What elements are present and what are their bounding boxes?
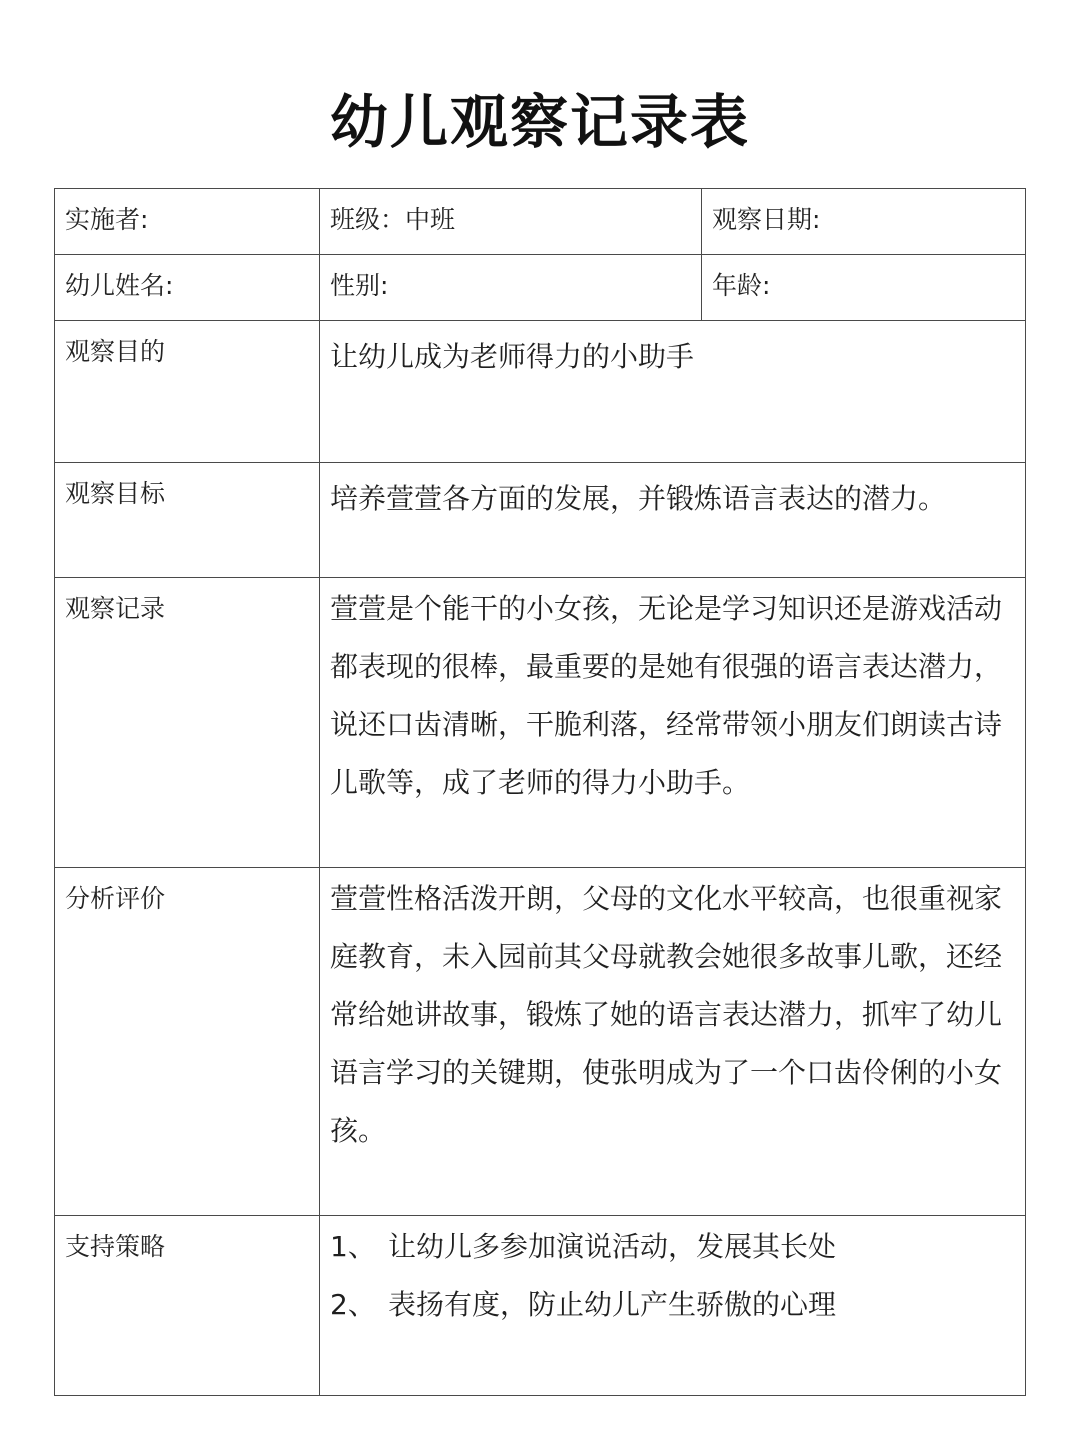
page-title: 幼儿观察记录表 [329,88,750,156]
table-row [55,868,1026,1216]
class-label: 班级：中班 [330,205,456,234]
record-label-cell [55,578,320,868]
strategy-label: 支持策略 [65,1232,166,1261]
record-text: 萱萱是个能干的小女孩，无论是学习知识还是游戏活动都表现的很棒，最重要的是她有很强的语言表达潜力，说还口齿清晰，干脆利落，经常带领小朋友们朗读古诗儿歌等，成了老师的得力小助手。 [330,592,1003,799]
gender-label: 性别: [330,271,389,300]
goal-label-cell [55,463,320,578]
strategy-label-cell [55,1216,320,1396]
list-item [330,1218,1015,1276]
goal-label: 观察目标 [65,479,166,508]
purpose-label-cell [55,321,320,463]
table-row [55,1216,1026,1396]
date-cell [702,189,1026,255]
child-name-label: 幼儿姓名: [65,271,174,300]
purpose-text: 让幼儿成为老师得力的小助手 [330,340,695,373]
goal-content-cell [320,463,1026,578]
purpose-content-cell [320,321,1026,463]
strategy-item-text: 表扬有度，防止幼儿产生骄傲的心理 [388,1288,837,1321]
strategy-item-text: 让幼儿多参加演说活动，发展其长处 [388,1230,837,1263]
record-label: 观察记录 [65,594,166,623]
purpose-label: 观察目的 [65,337,166,366]
observation-date-label: 观察日期: [712,205,821,234]
list-item [330,1276,1015,1334]
analysis-label-cell [55,868,320,1216]
strategy-content-cell [320,1216,1026,1396]
analysis-label: 分析评价 [65,884,166,913]
age-label: 年龄: [712,271,771,300]
class-cell [320,189,702,255]
observation-record-table [54,188,1026,1396]
implementer-label: 实施者: [65,205,149,234]
table-row [55,255,1026,321]
child-name-cell [55,255,320,321]
table-row [55,321,1026,463]
analysis-text: 萱萱性格活泼开朗，父母的文化水平较高，也很重视家庭教育，未入园前其父母就教会她很多故事儿歌，还经常给她讲故事，锻炼了她的语言表达潜力，抓牢了幼儿语言学习的关键期，使张明成为了一个口齿伶俐的小女孩。 [330,882,1003,1147]
strategy-item-number: 2、 [330,1288,376,1321]
implementer-cell [55,189,320,255]
analysis-content-cell [320,868,1026,1216]
table-row [55,463,1026,578]
table-row [55,189,1026,255]
gender-cell [320,255,702,321]
strategy-item-number: 1、 [330,1230,376,1263]
record-content-cell [320,578,1026,868]
goal-text: 培养萱萱各方面的发展，并锻炼语言表达的潜力。 [330,482,947,515]
table-row [55,578,1026,868]
age-cell [702,255,1026,321]
strategy-list [320,1216,1025,1334]
